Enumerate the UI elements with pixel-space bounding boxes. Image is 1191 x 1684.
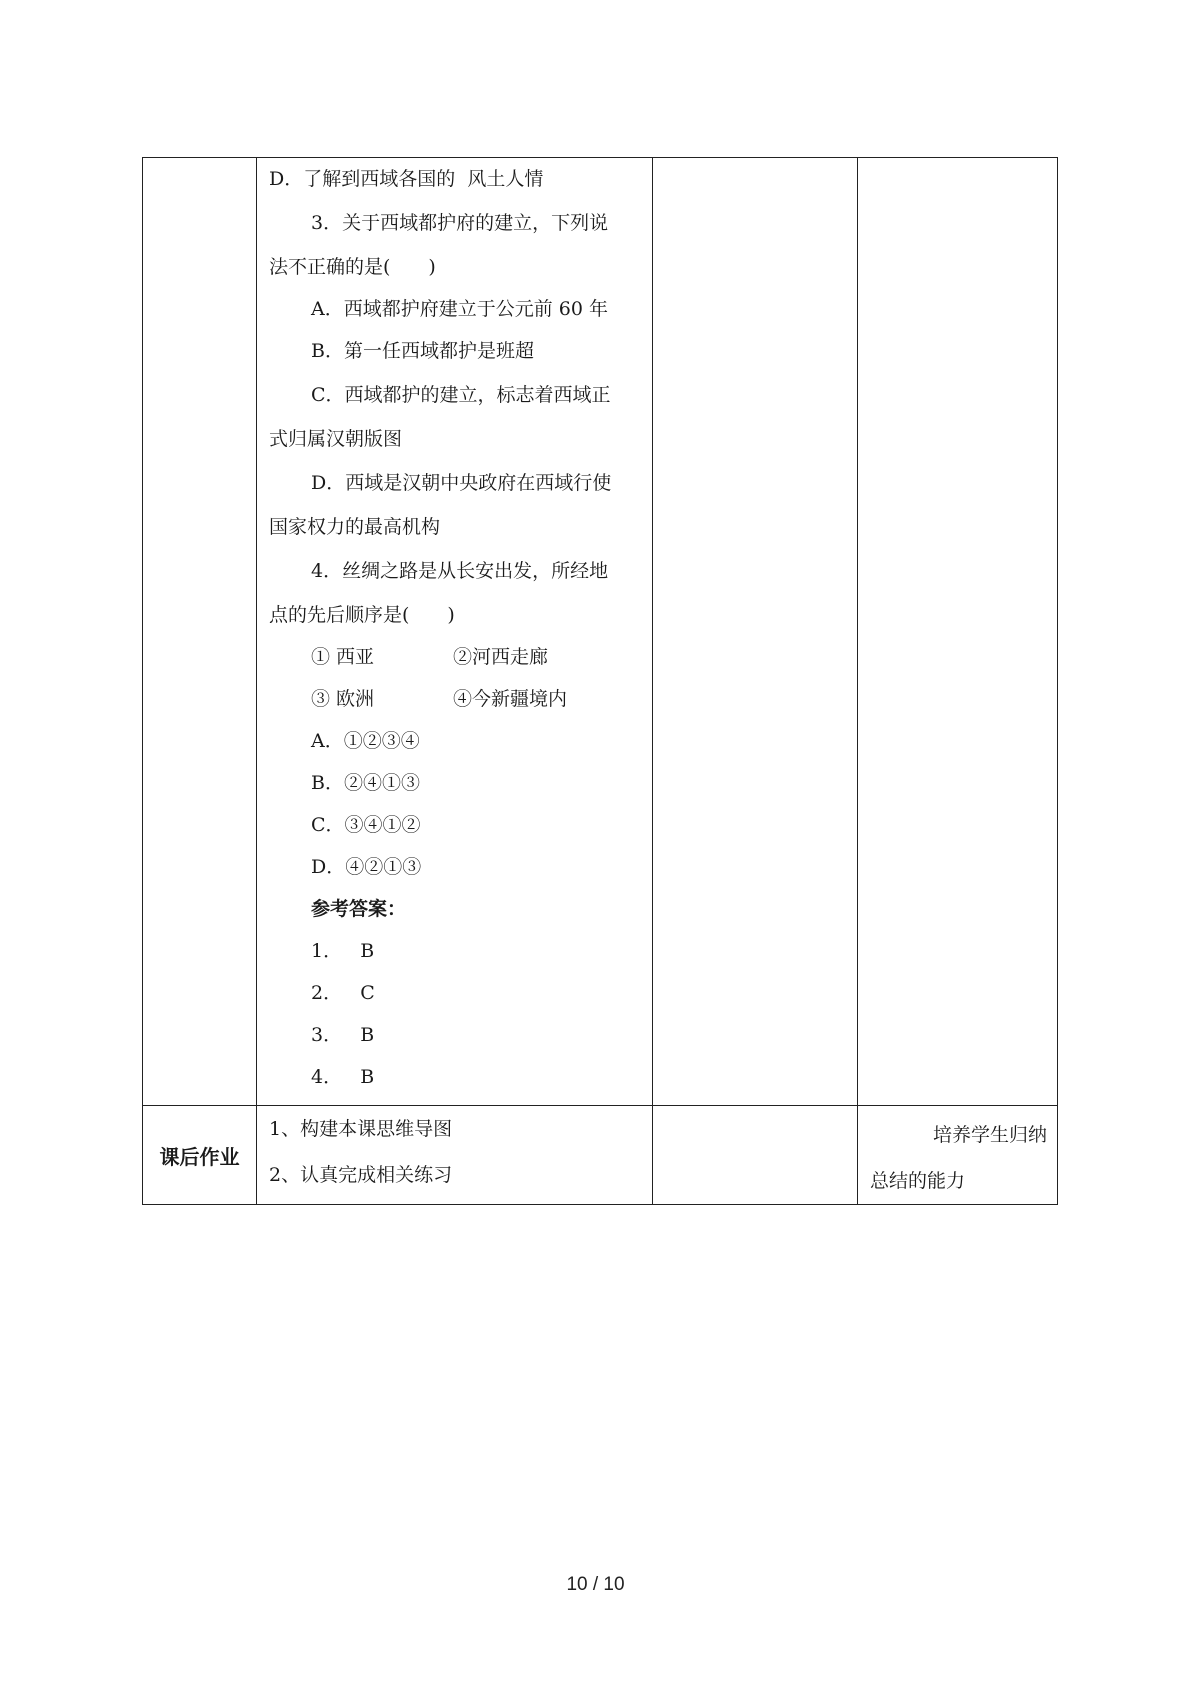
question-line: 4．丝绸之路是从长安出发，所经地 <box>311 560 609 582</box>
question-line: 点的先后顺序是( ) <box>269 604 455 626</box>
question-line: A．西域都护府建立于公元前 60 年 <box>311 298 608 320</box>
answer-key-item: 1． B <box>311 940 375 962</box>
answer-key-item: 4． B <box>311 1066 375 1088</box>
homework-item: 1、构建本课思维导图 <box>269 1118 453 1140</box>
purpose-line: 培养学生归纳 <box>932 1124 1047 1146</box>
question-line: C．西域都护的建立，标志着西域正 <box>311 384 611 406</box>
question-line: D．了解到西域各国的 风土人情 <box>269 168 544 190</box>
answer-key-title: 参考答案： <box>311 898 407 920</box>
section-label-cell <box>143 158 257 1106</box>
homework-row <box>143 1106 1058 1205</box>
homework-content-cell <box>257 1106 653 1205</box>
answer-option: A．①②③④ <box>311 730 420 752</box>
question-line: 法不正确的是( ) <box>269 256 436 278</box>
place-item: ① 西亚 <box>311 646 375 668</box>
exercise-content-cell <box>257 158 653 1106</box>
answer-option: C．③④①② <box>311 814 421 836</box>
homework-label: 课后作业 <box>143 1106 257 1205</box>
question-line: D．西域是汉朝中央政府在西域行使 <box>311 472 612 494</box>
design-purpose-cell <box>858 158 1058 1106</box>
question-line: 国家权力的最高机构 <box>269 516 441 538</box>
place-row <box>269 678 642 720</box>
place-item: ③ 欧洲 <box>311 688 375 710</box>
page-number: 10 / 10 <box>566 1574 625 1595</box>
question-line: B．第一任西域都护是班超 <box>311 340 534 362</box>
student-activity-cell <box>653 158 858 1106</box>
answer-key-item: 2． C <box>311 982 375 1004</box>
question-line: 式归属汉朝版图 <box>269 428 403 450</box>
homework-activity-cell <box>653 1106 858 1205</box>
purpose-line: 总结的能力 <box>870 1170 966 1192</box>
question-line: 3．关于西域都护府的建立，下列说 <box>311 212 609 234</box>
answer-option: B．②④①③ <box>311 772 420 794</box>
exercise-row <box>143 158 1058 1106</box>
exercise-content <box>257 158 652 1098</box>
answer-option: D．④②①③ <box>311 856 422 878</box>
place-item: ④今新疆境内 <box>453 688 568 710</box>
place-row <box>269 636 642 678</box>
homework-purpose-cell <box>858 1106 1058 1205</box>
homework-item: 2、认真完成相关练习 <box>269 1164 453 1186</box>
place-item: ②河西走廊 <box>453 646 549 668</box>
lesson-plan-table <box>142 157 1058 1205</box>
answer-key-item: 3． B <box>311 1024 375 1046</box>
